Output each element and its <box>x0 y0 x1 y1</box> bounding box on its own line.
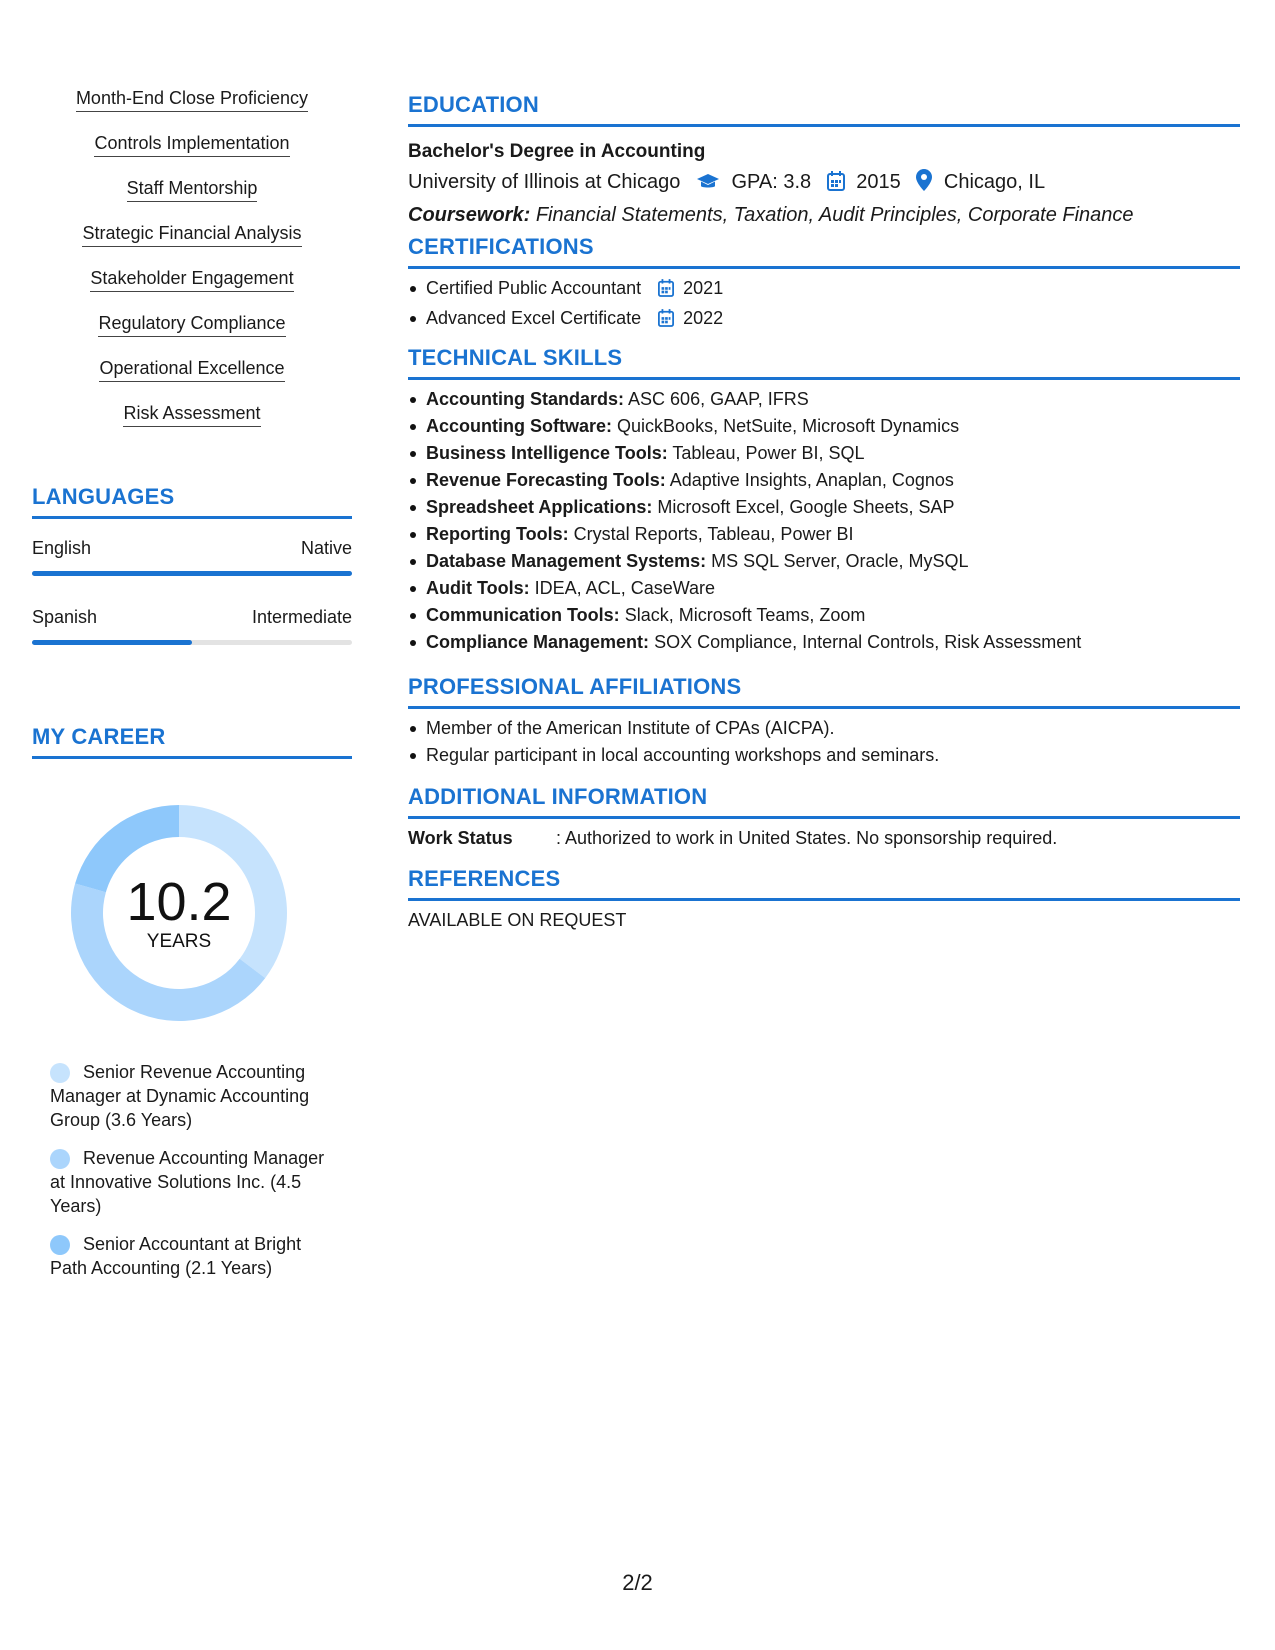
work-status-row <box>408 825 1240 852</box>
references-heading: REFERENCES <box>408 866 1240 901</box>
career-item-text: Senior Revenue Accounting Manager at Dynamic Accounting Group (3.6 Years) <box>50 1062 310 1130</box>
certification-year: 2021 <box>683 278 724 298</box>
tech-skill-item <box>426 494 1240 521</box>
references-text: AVAILABLE ON REQUEST <box>408 910 627 930</box>
additional-info-section <box>408 784 1240 852</box>
tech-skill-value: Tableau, Power BI, SQL <box>672 443 865 463</box>
certification-item <box>426 275 1240 305</box>
education-heading: EDUCATION <box>408 92 1240 127</box>
school-name: University of Illinois at Chicago <box>408 171 681 193</box>
calendar-icon <box>658 278 674 305</box>
tech-skill-value: SOX Compliance, Internal Controls, Risk Assessment <box>654 632 1082 652</box>
coursework-label: Coursework: <box>408 204 531 226</box>
tech-skill-item <box>426 629 1240 656</box>
tech-skill-label: Reporting Tools: <box>426 524 569 544</box>
affiliation-item: Member of the American Institute of CPAs (AICPA). <box>426 715 1240 742</box>
graduation-year: 2015 <box>856 171 901 193</box>
tech-skill-item <box>426 521 1240 548</box>
page-number: 2/2 <box>622 1570 653 1595</box>
tech-skill-value: QuickBooks, NetSuite, Microsoft Dynamics <box>617 416 960 436</box>
skill-tag: Stakeholder Engagement <box>90 266 293 292</box>
tech-skill-label: Database Management Systems: <box>426 551 707 571</box>
gpa: GPA: 3.8 <box>731 171 812 193</box>
certification-year: 2022 <box>683 308 724 328</box>
legend-dot <box>50 1063 70 1083</box>
tech-skill-value: IDEA, ACL, CaseWare <box>534 578 716 598</box>
certification-item <box>426 305 1240 335</box>
language-bar-fill <box>32 571 352 576</box>
language-item <box>32 538 352 576</box>
tech-skill-label: Audit Tools: <box>426 578 530 598</box>
skill-tag: Risk Assessment <box>123 401 260 427</box>
language-bar-fill <box>32 640 192 645</box>
education-section <box>408 92 1240 230</box>
education-location: Chicago, IL <box>943 171 1046 193</box>
degree-title: Bachelor's Degree in Accounting <box>408 141 706 162</box>
skill-tag: Operational Excellence <box>99 356 284 382</box>
legend-dot <box>50 1235 70 1255</box>
affiliations-list <box>408 715 1240 769</box>
career-item-text: Senior Accountant at Bright Path Accounting (2.1 Years) <box>50 1234 302 1278</box>
education-details <box>408 167 1240 200</box>
career-item <box>50 1232 340 1280</box>
tech-skill-value: Crystal Reports, Tableau, Power BI <box>573 524 854 544</box>
tech-skill-value: ASC 606, GAAP, IFRS <box>628 389 809 409</box>
tech-skill-label: Communication Tools: <box>426 605 620 625</box>
affiliations-heading: PROFESSIONAL AFFILIATIONS <box>408 674 1240 709</box>
language-name: English <box>32 538 92 558</box>
career-item <box>50 1060 340 1132</box>
language-level: Intermediate <box>251 607 352 627</box>
language-bar <box>32 571 352 576</box>
tech-skill-label: Spreadsheet Applications: <box>426 497 653 517</box>
certifications-heading: CERTIFICATIONS <box>408 234 1240 269</box>
career-heading: MY CAREER <box>32 724 352 759</box>
tech-skill-item <box>426 467 1240 494</box>
tech-skill-label: Revenue Forecasting Tools: <box>426 470 666 490</box>
certifications-section <box>408 234 1240 335</box>
tech-skill-label: Accounting Standards: <box>426 389 625 409</box>
tech-skill-item <box>426 548 1240 575</box>
work-status-value: : Authorized to work in United States. No sponsorship required. <box>556 828 1058 848</box>
skills-list <box>32 86 352 446</box>
career-legend <box>50 1060 340 1294</box>
calendar-icon <box>658 308 674 335</box>
tech-skill-value: Slack, Microsoft Teams, Zoom <box>624 605 866 625</box>
legend-dot <box>50 1149 70 1169</box>
work-status-label: Work Status <box>408 828 513 848</box>
references-section <box>408 866 1240 934</box>
languages-heading: LANGUAGES <box>32 484 352 519</box>
tech-skill-item <box>426 575 1240 602</box>
skill-tag: Staff Mentorship <box>127 176 258 202</box>
career-item <box>50 1146 340 1218</box>
technical-skills-section <box>408 345 1240 656</box>
tech-skill-label: Business Intelligence Tools: <box>426 443 668 463</box>
career-item-text: Revenue Accounting Manager at Innovative Solutions Inc. (4.5 Years) <box>50 1148 325 1216</box>
technical-skills-heading: TECHNICAL SKILLS <box>408 345 1240 380</box>
tech-skill-label: Accounting Software: <box>426 416 613 436</box>
certification-name: Advanced Excel Certificate <box>426 308 642 328</box>
tech-skill-value: Adaptive Insights, Anaplan, Cognos <box>669 470 954 490</box>
coursework <box>408 200 1240 230</box>
calendar-icon <box>827 170 845 200</box>
tech-skill-item <box>426 413 1240 440</box>
graduation-cap-icon <box>696 170 720 200</box>
tech-skill-value: Microsoft Excel, Google Sheets, SAP <box>657 497 955 517</box>
skill-tag: Strategic Financial Analysis <box>82 221 301 247</box>
additional-info-heading: ADDITIONAL INFORMATION <box>408 784 1240 819</box>
tech-skill-value: MS SQL Server, Oracle, MySQL <box>711 551 969 571</box>
language-level: Native <box>300 538 352 558</box>
language-bar <box>32 640 352 645</box>
skill-tag: Month-End Close Proficiency <box>76 86 308 112</box>
tech-skill-item <box>426 440 1240 467</box>
language-item <box>32 607 352 645</box>
affiliations-section <box>408 674 1240 769</box>
career-donut-label <box>66 800 292 1026</box>
tech-skill-item <box>426 386 1240 413</box>
career-total: 10.2 <box>126 872 232 932</box>
language-name: Spanish <box>32 607 98 627</box>
location-pin-icon <box>916 169 932 200</box>
skill-tag: Regulatory Compliance <box>98 311 285 337</box>
technical-skills-list <box>408 386 1240 656</box>
affiliation-item: Regular participant in local accounting workshops and seminars. <box>426 742 1240 769</box>
skill-tag: Controls Implementation <box>94 131 289 157</box>
career-unit: YEARS <box>146 931 212 952</box>
certifications-list <box>408 275 1240 335</box>
tech-skill-label: Compliance Management: <box>426 632 650 652</box>
coursework-list: Financial Statements, Taxation, Audit Principles, Corporate Finance <box>535 204 1134 226</box>
certification-name: Certified Public Accountant <box>426 278 642 298</box>
tech-skill-item <box>426 602 1240 629</box>
